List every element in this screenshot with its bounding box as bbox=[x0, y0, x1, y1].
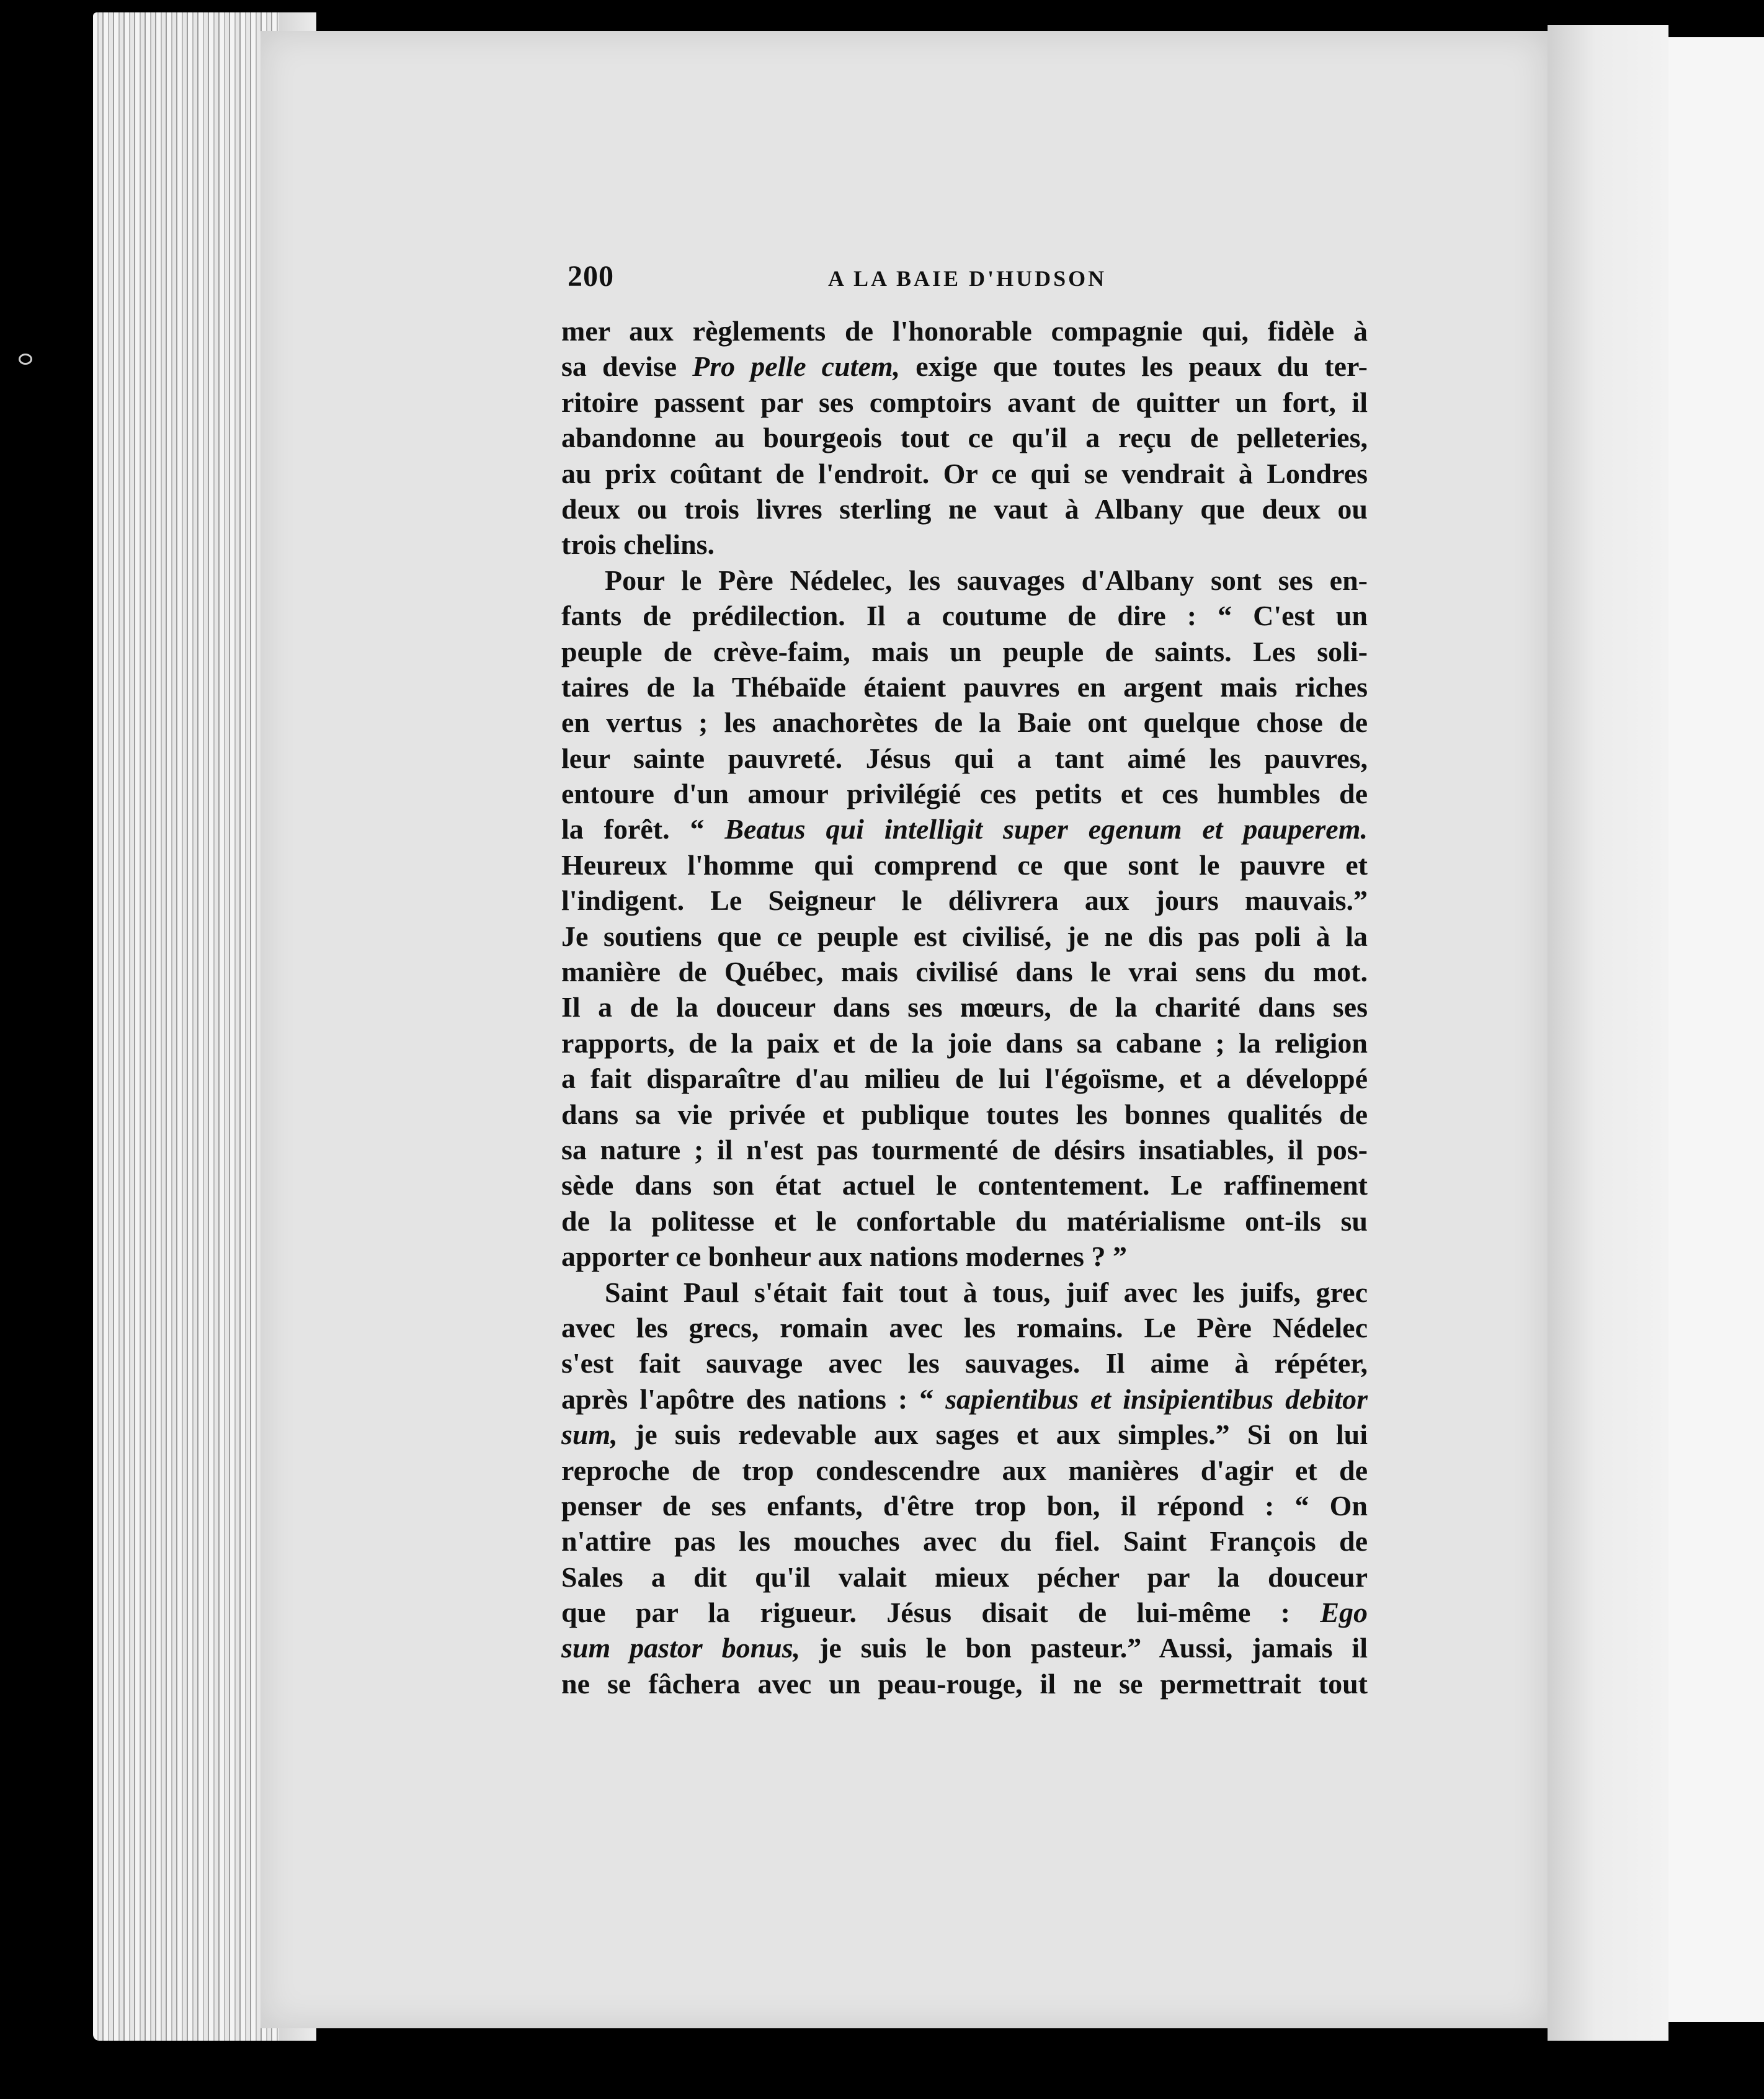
text-run: trois chelins. bbox=[561, 528, 715, 561]
text-line bbox=[561, 1345, 1368, 1381]
text-run: abandonne au bourgeois tout ce qu'il a reçu de pelleteries, bbox=[561, 422, 1368, 454]
text-run: sa nature ; il n'est pas tourmenté de désirs insatiables, il pos- bbox=[561, 1133, 1368, 1165]
text-line bbox=[561, 741, 1368, 776]
text-run: de la politesse et le confortable du matérialisme ont-ils su bbox=[561, 1205, 1368, 1237]
text-line bbox=[561, 313, 1368, 349]
text-line bbox=[561, 1132, 1368, 1167]
text-run: je suis redevable aux sages et aux simples.” Si on lui bbox=[617, 1419, 1368, 1451]
text-line bbox=[561, 1559, 1368, 1595]
scan-mark bbox=[19, 354, 32, 365]
text-run: Pour le Père Nédelec, les sauvages d'Albany sont ses en- bbox=[605, 564, 1368, 596]
text-line bbox=[561, 1595, 1368, 1630]
text-run: au prix coûtant de l'endroit. Or ce qui se vendrait à Londres bbox=[561, 457, 1368, 489]
text-line bbox=[561, 776, 1368, 811]
text-run: peuple de crève-faim, mais un peuple de saints. Les soli- bbox=[561, 635, 1368, 667]
text-run: mer aux règlements de l'honorable compagnie qui, fidèle à bbox=[561, 315, 1368, 347]
italic-run: Beatus qui intelligit super egenum et pauperem. bbox=[724, 813, 1368, 845]
text-line bbox=[561, 385, 1368, 420]
text-run: leur sainte pauvreté. Jésus qui a tant aimé les pauvres, bbox=[561, 742, 1368, 774]
text-run: manière de Québec, mais civilisé dans le vrai sens du mot. bbox=[561, 956, 1368, 988]
text-line bbox=[561, 1630, 1368, 1665]
text-line bbox=[561, 1203, 1368, 1239]
text-line bbox=[561, 349, 1368, 384]
text-line bbox=[561, 811, 1368, 847]
text-run: deux ou trois livres sterling ne vaut à Albany que deux ou bbox=[561, 492, 1368, 525]
text-run: taires de la Thébaïde étaient pauvres en argent mais riches bbox=[561, 671, 1368, 703]
text-line bbox=[561, 883, 1368, 918]
text-line bbox=[561, 1417, 1368, 1452]
text-run: en vertus ; les anachorètes de la Baie ont quelque chose de bbox=[561, 706, 1368, 739]
facing-page bbox=[1668, 37, 1764, 2022]
italic-run: sum pastor bonus, bbox=[561, 1632, 801, 1664]
text-line bbox=[561, 456, 1368, 491]
text-line bbox=[561, 527, 1368, 562]
text-run: sède dans son état actuel le contentement. Le raffinement bbox=[561, 1169, 1368, 1201]
text-run: penser de ses enfants, d'être trop bon, il répond : “ On bbox=[561, 1489, 1368, 1522]
text-line bbox=[561, 634, 1368, 669]
text-line bbox=[561, 598, 1368, 633]
text-run: avec les grecs, romain avec les romains. Le Père Nédelec bbox=[561, 1311, 1368, 1344]
text-line bbox=[561, 563, 1368, 598]
text-run: Heureux l'homme qui comprend ce que sont le pauvre et bbox=[561, 849, 1368, 881]
text-line bbox=[561, 1097, 1368, 1132]
text-run: Sales a dit qu'il valait mieux pécher par la douceur bbox=[561, 1561, 1368, 1593]
text-run: ritoire passent par ses comptoirs avant de quitter un fort, il bbox=[561, 386, 1368, 418]
text-line bbox=[561, 1167, 1368, 1203]
text-run: exige que toutes les peaux du ter- bbox=[900, 350, 1368, 383]
running-title: A LA BAIE D'HUDSON bbox=[828, 266, 1107, 291]
page-header bbox=[568, 259, 1365, 296]
text-line bbox=[561, 989, 1368, 1025]
text-line bbox=[561, 1523, 1368, 1559]
page-number: 200 bbox=[568, 260, 614, 293]
text-run: je suis le bon pasteur.” Aussi, jamais il bbox=[800, 1632, 1368, 1664]
italic-run: sapientibus et insipientibus debitor bbox=[945, 1383, 1368, 1415]
text-line bbox=[561, 1239, 1368, 1274]
text-line bbox=[561, 919, 1368, 954]
text-line bbox=[561, 705, 1368, 740]
text-run: ne se fâchera avec un peau-rouge, il ne se permettrait tout bbox=[561, 1667, 1368, 1700]
body-text bbox=[561, 313, 1368, 1701]
text-run: que par la rigueur. Jésus disait de lui-même : bbox=[561, 1597, 1321, 1629]
text-run: dans sa vie privée et publique toutes les bonnes qualités de bbox=[561, 1098, 1368, 1130]
text-run: sa devise bbox=[561, 350, 693, 383]
text-run: n'attire pas les mouches avec du fiel. Saint François de bbox=[561, 1525, 1368, 1558]
italic-run: Ego bbox=[1320, 1597, 1368, 1629]
text-line bbox=[561, 1453, 1368, 1488]
spine-shadow bbox=[1548, 25, 1668, 2041]
text-run: apporter ce bonheur aux nations modernes ? ” bbox=[561, 1241, 1127, 1273]
page-edges bbox=[93, 12, 279, 2041]
text-run: fants de prédilection. Il a coutume de dire : “ C'est un bbox=[561, 600, 1368, 632]
text-run: Saint Paul s'était fait tout à tous, juif avec les juifs, grec bbox=[605, 1276, 1368, 1308]
italic-run: sum, bbox=[561, 1419, 618, 1451]
text-run: la forêt. “ bbox=[561, 813, 725, 845]
text-run: rapports, de la paix et de la joie dans sa cabane ; la religion bbox=[561, 1027, 1368, 1059]
text-line bbox=[561, 420, 1368, 455]
text-line bbox=[561, 847, 1368, 883]
text-line bbox=[561, 669, 1368, 705]
text-run: Je soutiens que ce peuple est civilisé, je ne dis pas poli à la bbox=[561, 920, 1368, 952]
text-line bbox=[561, 1025, 1368, 1061]
text-run: reproche de trop condescendre aux manières d'agir et de bbox=[561, 1454, 1368, 1486]
text-run: a fait disparaître d'au milieu de lui l'égoïsme, et a développé bbox=[561, 1063, 1368, 1095]
text-run: après l'apôtre des nations : “ bbox=[561, 1383, 946, 1415]
text-line bbox=[561, 1061, 1368, 1096]
text-line bbox=[561, 1310, 1368, 1345]
text-line bbox=[561, 1666, 1368, 1701]
italic-run: Pro pelle cutem, bbox=[692, 350, 901, 383]
text-run: s'est fait sauvage avec les sauvages. Il aime à répéter, bbox=[561, 1347, 1368, 1379]
text-line bbox=[561, 1381, 1368, 1417]
text-run: l'indigent. Le Seigneur le délivrera aux jours mauvais.” bbox=[561, 885, 1368, 917]
text-line bbox=[561, 491, 1368, 527]
text-run: Il a de la douceur dans ses mœurs, de la charité dans ses bbox=[561, 991, 1368, 1023]
text-line bbox=[561, 1275, 1368, 1310]
text-line bbox=[561, 1488, 1368, 1523]
text-line bbox=[561, 954, 1368, 989]
text-run: entoure d'un amour privilégié ces petits et ces humbles de bbox=[561, 778, 1368, 810]
